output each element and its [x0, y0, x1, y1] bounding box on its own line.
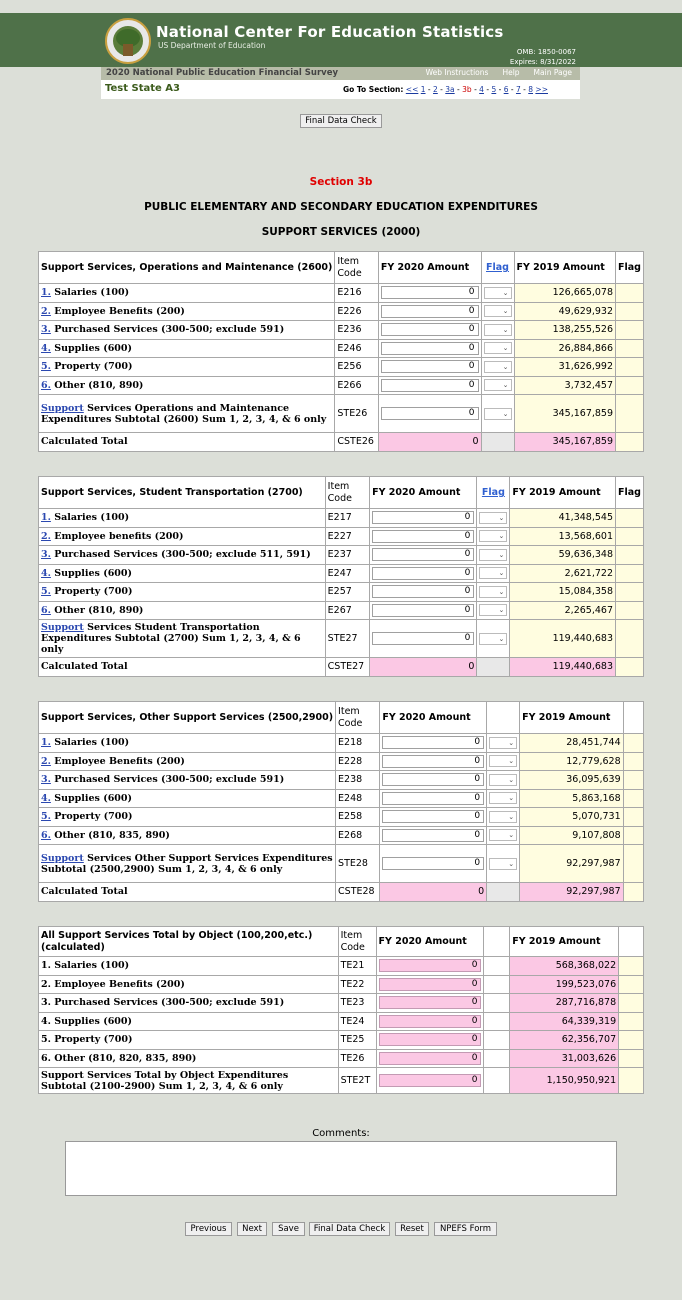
flag-select[interactable]: ⌄ [479, 604, 507, 616]
table-row [39, 957, 644, 976]
fy2019-value: 345,167,859 [514, 395, 616, 433]
flag-value [616, 395, 644, 433]
table-row [39, 339, 644, 358]
item-code: E226 [335, 302, 378, 321]
fy2020-input[interactable]: 0 [372, 585, 474, 598]
section-subtitle: SUPPORT SERVICES (2000) [261, 226, 421, 238]
flag-header: Flag [616, 477, 644, 509]
item-number-link[interactable]: 1. [41, 287, 51, 299]
item-code: E247 [325, 564, 369, 583]
row-label: Other (810, 835, 890) [54, 829, 170, 841]
flag-select[interactable]: ⌄ [489, 792, 517, 804]
fy2020-calculated: 0 [379, 1052, 482, 1065]
item-code: CSTE26 [335, 433, 378, 452]
fy2019-value: 5,070,731 [520, 808, 624, 827]
table-row [39, 601, 644, 620]
fy2020-input[interactable]: 0 [372, 567, 474, 580]
site-subtitle: US Department of Education [158, 41, 266, 50]
item-code-header: Item Code [338, 927, 376, 957]
row-label: 2. Employee Benefits (200) [39, 975, 339, 994]
table-row [39, 752, 644, 771]
fy2020-calculated: 0 [468, 661, 475, 673]
item-code: CSTE27 [325, 658, 369, 677]
flag-value [623, 845, 643, 883]
fy2020-input[interactable]: 0 [382, 857, 484, 870]
item-code: TE26 [338, 1049, 376, 1068]
item-number-link[interactable]: 4. [41, 342, 51, 354]
fy2020-header: FY 2020 Amount [376, 927, 484, 957]
calculated-total-row [39, 883, 644, 902]
flag-value [623, 752, 643, 771]
row-label: 3. Purchased Services (300-500; exclude 591) [39, 994, 339, 1013]
item-code: E228 [336, 752, 380, 771]
row-label: Property (700) [54, 586, 133, 598]
flag-select[interactable]: ⌄ [484, 305, 512, 317]
table-row [39, 284, 644, 303]
row-label: Calculated Total [41, 436, 128, 448]
row-label: Supplies (600) [54, 567, 133, 579]
flag-value [616, 527, 644, 546]
fy2020-calculated: 0 [379, 978, 482, 991]
fy2020-calculated: 0 [379, 959, 482, 972]
flag-value [619, 957, 644, 976]
fy2019-value: 568,368,022 [510, 957, 619, 976]
row-label: Salaries (100) [54, 737, 130, 749]
flag-select[interactable]: ⌄ [489, 829, 517, 841]
fy2019-value: 3,732,457 [514, 376, 616, 395]
table-row [39, 808, 644, 827]
table-row [39, 321, 644, 340]
section-link-3b: 3b [462, 85, 472, 94]
table-row [39, 376, 644, 395]
row-label: Employee Benefits (200) [54, 755, 185, 767]
site-title: National Center For Education Statistics [156, 23, 504, 41]
item-number-link[interactable]: 3. [41, 774, 51, 786]
item-number-link[interactable]: 6. [41, 829, 51, 841]
section-title: PUBLIC ELEMENTARY AND SECONDARY EDUCATION EXPENDITURES [144, 201, 538, 213]
fy2020-input[interactable]: 0 [382, 773, 484, 786]
item-code: STE28 [336, 845, 380, 883]
fy2020-header: FY 2020 Amount [378, 252, 481, 284]
table-title: Support Services, Student Transportation (2700) [39, 477, 326, 509]
state-name: Test State A3 [105, 83, 180, 94]
object-total-table [38, 926, 644, 1094]
expenditure-table [38, 701, 644, 902]
fy2019-header: FY 2019 Amount [520, 702, 624, 734]
item-code: E238 [336, 771, 380, 790]
fy2020-input[interactable]: 0 [381, 379, 479, 392]
item-code: E257 [325, 583, 369, 602]
fy2020-header: FY 2020 Amount [370, 477, 477, 509]
item-code: TE23 [338, 994, 376, 1013]
row-label: Services Operations and Maintenance Expenditures Subtotal (2600) Sum 1, 2, 3, 4, & 6 only [41, 402, 327, 425]
flag-value [619, 1031, 644, 1050]
item-code: TE25 [338, 1031, 376, 1050]
item-code: E266 [335, 376, 378, 395]
row-label: Salaries (100) [54, 512, 130, 524]
flag-value [616, 546, 644, 565]
fy2020-header: FY 2020 Amount [380, 702, 487, 734]
fy2019-value: 119,440,683 [510, 658, 616, 677]
support-link[interactable]: Support [41, 852, 84, 864]
fy2020-input[interactable]: 0 [381, 342, 479, 355]
survey-title: 2020 National Public Education Financial Survey [106, 68, 339, 78]
fy2020-input[interactable]: 0 [382, 829, 484, 842]
flag-header [623, 702, 643, 734]
item-code: E216 [335, 284, 378, 303]
table-row [39, 975, 644, 994]
item-code: E256 [335, 358, 378, 377]
fy2019-value: 199,523,076 [510, 975, 619, 994]
item-code-header: Item Code [335, 252, 378, 284]
table-row [39, 583, 644, 602]
fy2019-value: 41,348,545 [510, 509, 616, 528]
row-label: Calculated Total [41, 661, 128, 673]
row-label: Purchased Services (300-500; exclude 591) [54, 324, 285, 336]
section-nav [101, 80, 580, 99]
item-code-header: Item Code [325, 477, 369, 509]
omb-number: OMB: 1850-0067 [516, 48, 576, 56]
item-number-link[interactable]: 6. [41, 604, 51, 616]
web-instructions-link[interactable]: Web Instructions [425, 68, 489, 77]
fy2020-input[interactable]: 0 [382, 792, 484, 805]
flag-select[interactable]: ⌄ [484, 342, 512, 354]
flag-header [481, 252, 514, 284]
fy2020-input[interactable]: 0 [372, 632, 474, 645]
flag-value [619, 1049, 644, 1068]
calculated-total-row [39, 433, 644, 452]
subtotal-row [39, 1068, 644, 1094]
fy2019-value: 36,095,639 [520, 771, 624, 790]
final-data-check-button-top[interactable]: Final Data Check [300, 114, 382, 128]
fy2020-calculated: 0 [379, 996, 482, 1009]
flag-value [616, 321, 644, 340]
support-link[interactable]: Support [41, 622, 84, 633]
flag-value [623, 771, 643, 790]
fy2020-input[interactable]: 0 [372, 530, 474, 543]
fy2020-calculated: 0 [478, 886, 485, 898]
item-number-link[interactable]: 4. [41, 567, 51, 579]
row-label: 6. Other (810, 820, 835, 890) [39, 1049, 339, 1068]
table-title: All Support Services Total by Object (100,200,etc.) (calculated) [39, 927, 339, 957]
row-label: Supplies (600) [54, 792, 133, 804]
table-row [39, 509, 644, 528]
fy2020-calculated: 0 [379, 1033, 482, 1046]
flag-select[interactable]: ⌄ [484, 379, 512, 391]
fy2019-value: 59,636,348 [510, 546, 616, 565]
table-row [39, 734, 644, 753]
fy2020-input[interactable]: 0 [382, 736, 484, 749]
table-title: Support Services, Other Support Services (2500,2900) [39, 702, 336, 734]
fy2020-input[interactable]: 0 [381, 360, 479, 373]
support-link[interactable]: Support [41, 402, 84, 414]
flag-header [477, 477, 510, 509]
item-code: E218 [336, 734, 380, 753]
fy2019-header: FY 2019 Amount [510, 927, 619, 957]
fy2019-value: 2,265,467 [510, 601, 616, 620]
fy2019-value: 1,150,950,921 [510, 1068, 619, 1094]
flag-value [616, 339, 644, 358]
fy2020-input[interactable]: 0 [381, 323, 479, 336]
row-label: Property (700) [54, 811, 133, 823]
fy2020-input[interactable]: 0 [381, 286, 479, 299]
flag-select[interactable]: ⌄ [484, 408, 512, 420]
row-label: Employee Benefits (200) [54, 305, 185, 317]
flag-value [616, 601, 644, 620]
fy2019-value: 92,297,987 [520, 845, 624, 883]
calculated-total-row [39, 658, 644, 677]
help-link[interactable]: Help [502, 68, 520, 77]
go-to-section-label: Go To Section: [343, 85, 404, 94]
item-code: E227 [325, 527, 369, 546]
fy2019-value: 31,626,992 [514, 358, 616, 377]
table-row [39, 1049, 644, 1068]
flag-select[interactable]: ⌄ [489, 737, 517, 749]
final-data-check-button[interactable]: Final Data Check [309, 1222, 390, 1236]
flag-value [623, 883, 643, 902]
previous-button[interactable]: Previous [185, 1222, 232, 1236]
flag-value [616, 358, 644, 377]
flag-value [619, 1012, 644, 1031]
fy2019-value: 31,003,626 [510, 1049, 619, 1068]
fy2020-input[interactable]: 0 [382, 810, 484, 823]
fy2019-header: FY 2019 Amount [510, 477, 616, 509]
item-code: STE2T [338, 1068, 376, 1094]
item-number-link[interactable]: 3. [41, 324, 51, 336]
flag-value [616, 509, 644, 528]
table-row [39, 771, 644, 790]
fy2019-value: 287,716,878 [510, 994, 619, 1013]
table-row [39, 994, 644, 1013]
section-link-4[interactable]: 4 [479, 85, 484, 94]
flag-value [616, 376, 644, 395]
flag-select[interactable]: ⌄ [489, 755, 517, 767]
section-link-2[interactable]: 2 [433, 85, 438, 94]
flag-value [616, 302, 644, 321]
fy2019-value: 26,884,866 [514, 339, 616, 358]
fy2020-input[interactable]: 0 [381, 305, 479, 318]
fy2020-calculated: 0 [472, 436, 479, 448]
item-code: TE21 [338, 957, 376, 976]
section-number: Section 3b [309, 176, 373, 188]
item-code: E267 [325, 601, 369, 620]
flag-value [623, 789, 643, 808]
item-code: E246 [335, 339, 378, 358]
subtotal-row [39, 395, 644, 433]
fy2019-value: 92,297,987 [520, 883, 624, 902]
header [101, 13, 580, 67]
flag-select[interactable]: ⌄ [484, 361, 512, 373]
fy2020-calculated: 0 [379, 1015, 482, 1028]
row-label: Salaries (100) [54, 287, 130, 299]
reset-button[interactable]: Reset [395, 1222, 429, 1236]
section-link-last[interactable]: >> [535, 85, 548, 94]
item-number-link[interactable]: 5. [41, 811, 51, 823]
item-number-link[interactable]: 4. [41, 792, 51, 804]
row-label: 1. Salaries (100) [39, 957, 339, 976]
fy2019-value: 12,779,628 [520, 752, 624, 771]
comments-label: Comments: [312, 1128, 370, 1139]
item-number-link[interactable]: 2. [41, 305, 51, 317]
section-link-8[interactable]: 8 [528, 85, 534, 94]
next-button[interactable]: Next [237, 1222, 267, 1236]
row-label: Other (810, 890) [54, 379, 144, 391]
item-number-link[interactable]: 2. [41, 755, 51, 767]
fy2020-input[interactable]: 0 [372, 511, 474, 524]
item-code: STE26 [335, 395, 378, 433]
flag-value [623, 808, 643, 827]
item-code: E236 [335, 321, 378, 340]
flag-value [616, 620, 644, 658]
section-link-first[interactable]: << [405, 85, 419, 94]
table-row [39, 564, 644, 583]
table-row [39, 358, 644, 377]
fy2019-value: 2,621,722 [510, 564, 616, 583]
fy2019-value: 5,863,168 [520, 789, 624, 808]
fy2019-value: 15,084,358 [510, 583, 616, 602]
flag-value [616, 583, 644, 602]
row-label: Property (700) [54, 361, 133, 373]
row-label: Purchased Services (300-500; exclude 511, 591) [54, 549, 311, 561]
item-code: E217 [325, 509, 369, 528]
item-code: TE22 [338, 975, 376, 994]
row-label: Services Student Transportation Expenditures Subtotal (2700) Sum 1, 2, 3, 4, & 6 only [41, 622, 301, 655]
fy2019-value: 62,356,707 [510, 1031, 619, 1050]
row-label: Employee benefits (200) [54, 530, 184, 542]
row-label: Purchased Services (300-500; exclude 591) [54, 774, 285, 786]
item-number-link[interactable]: 6. [41, 379, 51, 391]
fy2019-value: 28,451,744 [520, 734, 624, 753]
section-link-7[interactable]: 7 [515, 85, 521, 94]
flag-help-link[interactable]: Flag [486, 262, 509, 273]
item-code: E268 [336, 826, 380, 845]
item-code: E237 [325, 546, 369, 565]
flag-select[interactable]: ⌄ [489, 774, 517, 786]
fy2019-header: FY 2019 Amount [514, 252, 616, 284]
table-row [39, 1031, 644, 1050]
item-number-link[interactable]: 3. [41, 549, 51, 561]
flag-select[interactable]: ⌄ [479, 567, 507, 579]
flag-value [616, 658, 644, 677]
flag-select[interactable]: ⌄ [484, 287, 512, 299]
row-label: Other (810, 890) [54, 604, 144, 616]
table-row [39, 826, 644, 845]
flag-select[interactable]: ⌄ [479, 549, 507, 561]
item-number-link[interactable]: 5. [41, 361, 51, 373]
fy2019-value: 13,568,601 [510, 527, 616, 546]
flag-header: Flag [616, 252, 644, 284]
sub-bar [101, 67, 580, 80]
fy2019-value: 126,665,078 [514, 284, 616, 303]
flag-value [616, 284, 644, 303]
save-button[interactable]: Save [272, 1222, 305, 1236]
item-code: E248 [336, 789, 380, 808]
flag-select[interactable]: ⌄ [479, 530, 507, 542]
flag-select[interactable]: ⌄ [479, 512, 507, 524]
item-code: E258 [336, 808, 380, 827]
expenditure-table [38, 251, 644, 452]
row-label: 4. Supplies (600) [39, 1012, 339, 1031]
flag-value [616, 564, 644, 583]
fy2020-input[interactable]: 0 [382, 755, 484, 768]
go-to-section: Go To Section: << 1 - 2 - 3a - 3b - 4 - 5 - 6 - 7 - 8 >> [343, 85, 548, 94]
flag-select[interactable]: ⌄ [484, 324, 512, 336]
section-link-1[interactable]: 1 [420, 85, 426, 94]
item-number-link[interactable]: 1. [41, 737, 51, 749]
fy2019-value: 119,440,683 [510, 620, 616, 658]
expenditure-table [38, 476, 644, 677]
section-link-3a[interactable]: 3a [445, 85, 455, 94]
fy2019-value: 49,629,932 [514, 302, 616, 321]
item-code: CSTE28 [336, 883, 380, 902]
item-number-link[interactable]: 1. [41, 512, 51, 524]
section-link-5[interactable]: 5 [491, 85, 497, 94]
npefs-form-button[interactable]: NPEFS Form [434, 1222, 497, 1236]
subtotal-row [39, 620, 644, 658]
flag-value [619, 994, 644, 1013]
fy2020-input[interactable]: 0 [372, 604, 474, 617]
fy2019-value: 9,107,808 [520, 826, 624, 845]
fy2019-value: 345,167,859 [514, 433, 616, 452]
item-number-link[interactable]: 2. [41, 530, 51, 542]
flag-value [616, 433, 644, 452]
expires-date: Expires: 8/31/2022 [509, 58, 576, 66]
fy2019-value: 64,339,319 [510, 1012, 619, 1031]
comments-textarea[interactable] [65, 1141, 617, 1196]
flag-header [487, 702, 520, 734]
row-label: Calculated Total [41, 886, 128, 898]
row-label: Support Services Total by Object Expenditures Subtotal (2100-2900) Sum 1, 2, 3, 4, & 6 only [39, 1068, 339, 1094]
row-label: Services Other Support Services Expenditures Subtotal (2500,2900) Sum 1, 2, 3, 4, & 6 only [41, 852, 333, 875]
table-row [39, 302, 644, 321]
item-code: STE27 [325, 620, 369, 658]
table-row [39, 1012, 644, 1031]
row-label: 5. Property (700) [39, 1031, 339, 1050]
main-page-link[interactable]: Main Page [533, 68, 572, 77]
row-label: Supplies (600) [54, 342, 133, 354]
flag-select[interactable]: ⌄ [479, 633, 507, 645]
flag-select[interactable]: ⌄ [489, 811, 517, 823]
flag-select[interactable]: ⌄ [489, 858, 517, 870]
item-code: TE24 [338, 1012, 376, 1031]
flag-help-link[interactable]: Flag [481, 487, 505, 498]
section-link-6[interactable]: 6 [503, 85, 509, 94]
table-row [39, 546, 644, 565]
item-number-link[interactable]: 5. [41, 586, 51, 598]
fy2019-value: 138,255,526 [514, 321, 616, 340]
flag-value [619, 975, 644, 994]
subtotal-row [39, 845, 644, 883]
fy2020-input[interactable]: 0 [372, 548, 474, 561]
table-row [39, 527, 644, 546]
item-code-header: Item Code [336, 702, 380, 734]
fy2020-input[interactable]: 0 [381, 407, 479, 420]
fy2020-calculated: 0 [379, 1074, 482, 1087]
table-row [39, 789, 644, 808]
flag-select[interactable]: ⌄ [479, 586, 507, 598]
flag-value [619, 1068, 644, 1094]
flag-value [623, 826, 643, 845]
flag-value [623, 734, 643, 753]
department-seal-icon [105, 18, 151, 64]
table-title: Support Services, Operations and Maintenance (2600) [39, 252, 335, 284]
